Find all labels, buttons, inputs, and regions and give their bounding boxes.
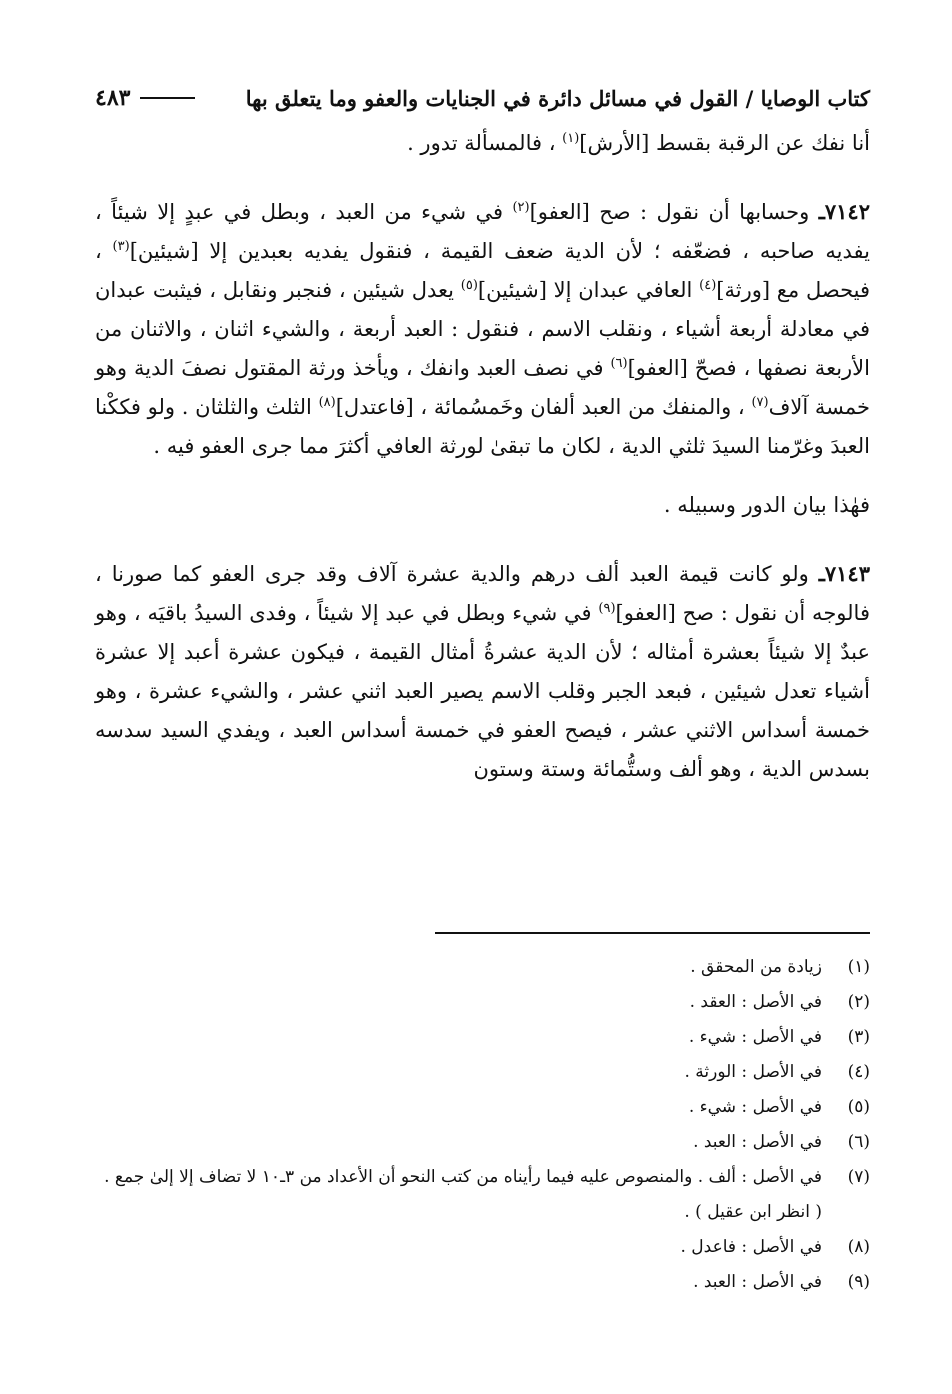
- footnote-ref-4: (٤): [699, 278, 717, 293]
- footnote-number: (٩): [847, 1272, 870, 1292]
- paragraph-7143: [95, 554, 870, 789]
- header-dash-line: [140, 97, 195, 99]
- footnote-ref-3: (٣): [112, 239, 130, 254]
- footnote-text: في الأصل : فاعدل .: [680, 1237, 822, 1257]
- text-span: وحسابها أن نقول : صح [العفو]: [529, 200, 819, 224]
- footnote-text: في الأصل : شيء .: [688, 1027, 822, 1047]
- footnote-number: (٧): [847, 1167, 870, 1187]
- page-number: ٤٨٣: [95, 85, 131, 111]
- footnote-text: في الأصل : العقد .: [689, 992, 822, 1012]
- text-span: في نصف العبد وانفك ، ويأخذ ورثة المقتول نصفَ الدية وهو خمسة آلاف: [95, 356, 870, 419]
- paragraph-number-7143: ٧١٤٣ـ: [818, 561, 870, 586]
- footnote-ref-5: (٥): [460, 278, 478, 293]
- footnote-text: زيادة من المحقق .: [690, 957, 822, 977]
- text-span: ، فيحصل مع [ورثة]: [95, 239, 871, 302]
- footnote-ref-7: (٧): [751, 395, 769, 410]
- running-title: كتاب الوصايا / القول في مسائل دائرة في الجنايات والعفو وما يتعلق بها: [245, 85, 870, 111]
- footnote-text: في الأصل : العبد .: [693, 1132, 822, 1152]
- text-span: في شيء من العبد ، وبطل في عبدٍ إلا شيئاً ، يفديه صاحبه ، فضعّفه ؛ لأن الدية ضعف القيمة ، فنقول يفديه بعبدين إلا [شيئين]: [95, 200, 870, 263]
- paragraph-7142: [95, 192, 870, 466]
- text-span: أنا نفك عن الرقبة بقسط [الأرش]: [579, 131, 870, 155]
- footnote-item: [95, 1265, 870, 1300]
- footnote-text: في الأصل : ألف . والمنصوص عليه فيما رأيناه من كتب النحو أن الأعداد من ٣ـ١٠ لا تضاف إلا إلىٰ جمع . ( انظر ابن عقيل ) .: [104, 1167, 822, 1222]
- footnote-item: [95, 1090, 870, 1125]
- text-span: في شيء وبطل في عبد إلا شيئاً ، وفدى السيدُ باقيَه ، وهو عبدٌ إلا شيئاً بعشرة أمثاله ؛ لأن الدية عشرةُ أمثال القيمة ، فيكون عشرة أعبد إلا عشرة أشياء تعدل شيئين ، فبعد الجبر وقلب الاسم يصير العبد اثني عشر ، والشيء عشرة ، وهو خمسة أسداس الاثني عشر ، فيصح العفو في خمسة أسداس العبد ، ويفدي السيد سدسه بسدس الدية ، وهو ألف وستُّمائة وستة وستون: [95, 601, 870, 781]
- paragraph-continuation: [95, 124, 870, 163]
- text-span: يعدل شيئين ، فنجبر ونقابل ، فيثبت عبدان في معادلة أربعة أشياء ، ونقلب الاسم ، فنقول : العبد أربعة ، والشيء اثنان ، والاثنان من الأربعة نصفها ، فصحّ [العفو]: [95, 278, 870, 380]
- footnote-ref-9: (٩): [598, 601, 616, 616]
- footnote-item: [95, 985, 870, 1020]
- paragraph-number-7142: ٧١٤٢ـ: [818, 199, 870, 224]
- footnote-number: (٨): [847, 1237, 870, 1257]
- page-number-group: [95, 85, 205, 111]
- footnote-number: (٤): [847, 1062, 870, 1082]
- footnote-item: [95, 1125, 870, 1160]
- text-span: ، فالمسألة تدور .: [407, 131, 563, 155]
- footnote-separator: [435, 932, 870, 934]
- text-span: ولو كانت قيمة العبد ألف درهم والدية عشرة آلاف وقد جرى العفو كما صورنا ، فالوجه أن نقول : صح [العفو]: [95, 562, 870, 625]
- footnote-ref-2: (٢): [512, 200, 530, 215]
- text-span: ، والمنفك من العبد ألفان وخَمسُمائة ، [فاعتدل]: [335, 395, 752, 419]
- text-span: العافي عبدان إلا [شيئين]: [477, 278, 700, 302]
- footnote-text: في الأصل : الورثة .: [684, 1062, 822, 1082]
- footnote-text: في الأصل : شيء .: [688, 1097, 822, 1117]
- footnote-item: [95, 1230, 870, 1265]
- main-text: [95, 124, 870, 789]
- page-header: [95, 78, 870, 118]
- footnote-number: (٣): [847, 1027, 870, 1047]
- footnote-number: (٦): [847, 1132, 870, 1152]
- footnote-number: (٢): [847, 992, 870, 1012]
- footnote-item: [95, 1055, 870, 1090]
- footnote-item: [95, 1160, 870, 1230]
- text-span: الثلث والثلثان . ولو فككْنا العبدَ وغرّمنا السيدَ ثلثي الدية ، لكان ما تبقىٰ لورثة العافي أكثرَ مما جرى العفو فيه .: [95, 395, 870, 458]
- footnote-item: [95, 950, 870, 985]
- footnote-number: (١): [847, 957, 870, 977]
- footnote-text: في الأصل : العبد .: [693, 1272, 822, 1292]
- paragraph-summary: فهٰذا بيان الدور وسبيله .: [663, 493, 870, 517]
- footnote-ref-1: (١): [562, 131, 580, 146]
- footnote-number: (٥): [847, 1097, 870, 1117]
- footnote-item: [95, 1020, 870, 1055]
- footnotes: [95, 950, 870, 1300]
- footnote-ref-8: (٨): [318, 395, 336, 410]
- footnote-ref-6: (٦): [610, 356, 628, 371]
